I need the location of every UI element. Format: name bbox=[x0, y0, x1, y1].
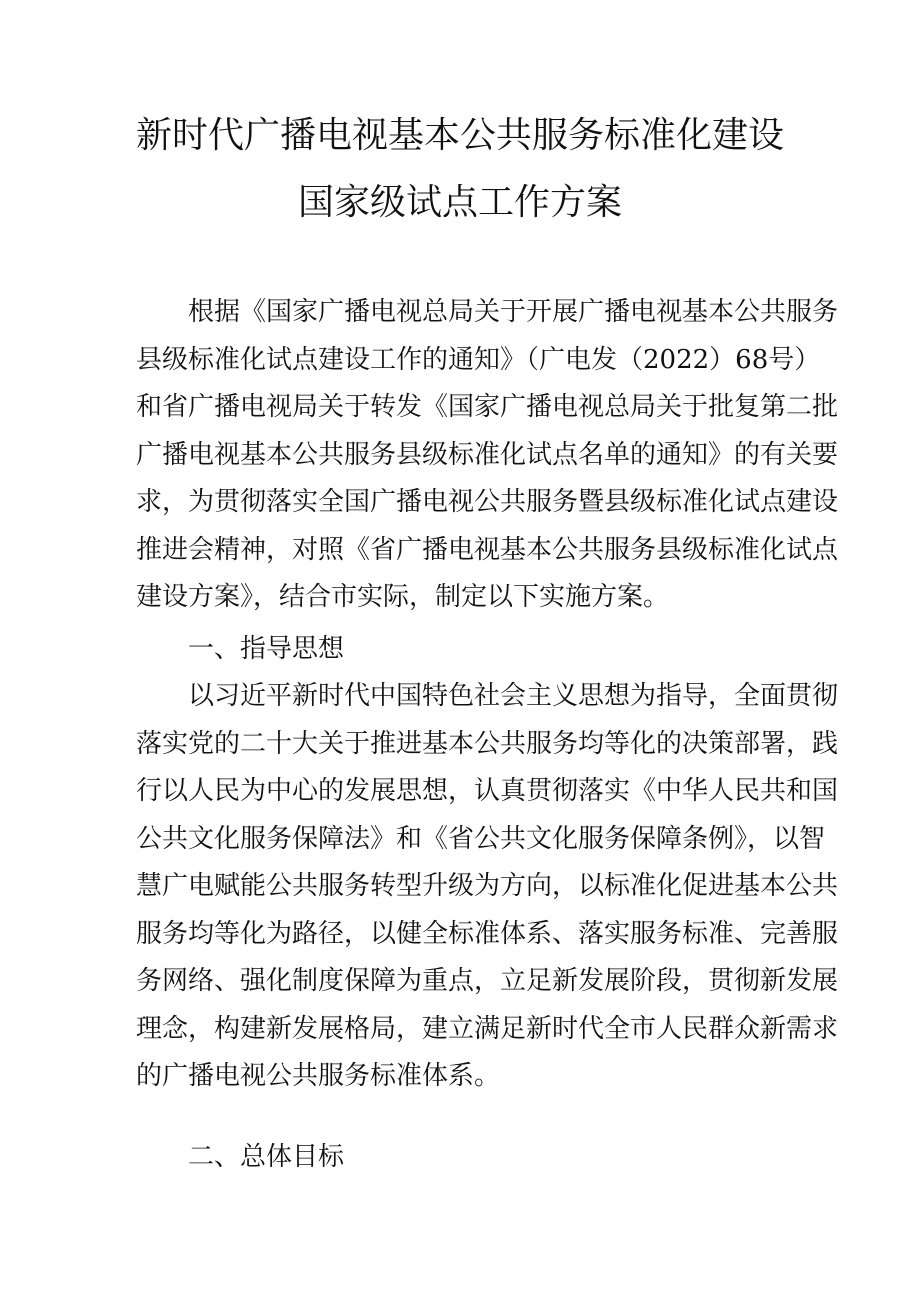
text-line: 广播电视基本公共服务县级标准化试点名单的通知》的有关要 bbox=[136, 439, 839, 470]
text-line: 推进会精神，对照《省广播电视基本公共服务县级标准化试点 bbox=[136, 534, 839, 565]
text-line: 求，为贯彻落实全国广播电视公共服务暨县级标准化试点建设 bbox=[136, 487, 839, 517]
text-line: 行以人民为中心的发展思想，认真贯彻落实《中华人民共和国 bbox=[136, 776, 839, 806]
text-line: 根据《国家广播电视总局关于开展广播电视基本公共服务 bbox=[188, 297, 839, 327]
text-line: 服务均等化为路径，以健全标准体系、落实服务标准、完善服 bbox=[136, 918, 839, 949]
text-line: 务网络、强化制度保障为重点，立足新发展阶段，贯彻新发展 bbox=[136, 966, 839, 996]
text-line: 和省广播电视局关于转发《国家广播电视总局关于批复第二批 bbox=[136, 392, 839, 422]
text-line: 的广播电视公共服务标准体系。 bbox=[136, 1061, 501, 1091]
text-line: 落实党的二十大关于推进基本公共服务均等化的决策部署，践 bbox=[136, 728, 839, 759]
section-heading-overall-goal: 二、总体目标 bbox=[188, 1142, 345, 1172]
text-line: 理念，构建新发展格局，建立满足新时代全市人民群众新需求 bbox=[136, 1013, 839, 1044]
text-line: 建设方案》，结合市实际，制定以下实施方案。 bbox=[136, 582, 670, 612]
text-line: 慧广电赋能公共服务转型升级为方向，以标准化促进基本公共 bbox=[136, 871, 839, 901]
paragraph-guiding-ideology bbox=[136, 673, 839, 1101]
text-line: 公共文化服务保障法》和《省公共文化服务保障条例》，以智 bbox=[136, 823, 826, 854]
text-line: 以习近平新时代中国特色社会主义思想为指导，全面贯彻 bbox=[188, 681, 839, 711]
section-heading-guiding-ideology: 一、指导思想 bbox=[188, 634, 345, 664]
text-line: 县级标准化试点建设工作的通知》（广电发（2022）68号） bbox=[136, 344, 821, 375]
document-title-line-1: 新时代广播电视基本公共服务标准化建设 bbox=[135, 115, 784, 156]
paragraph-basis bbox=[136, 289, 839, 622]
document-title-line-2: 国家级试点工作方案 bbox=[297, 182, 622, 223]
